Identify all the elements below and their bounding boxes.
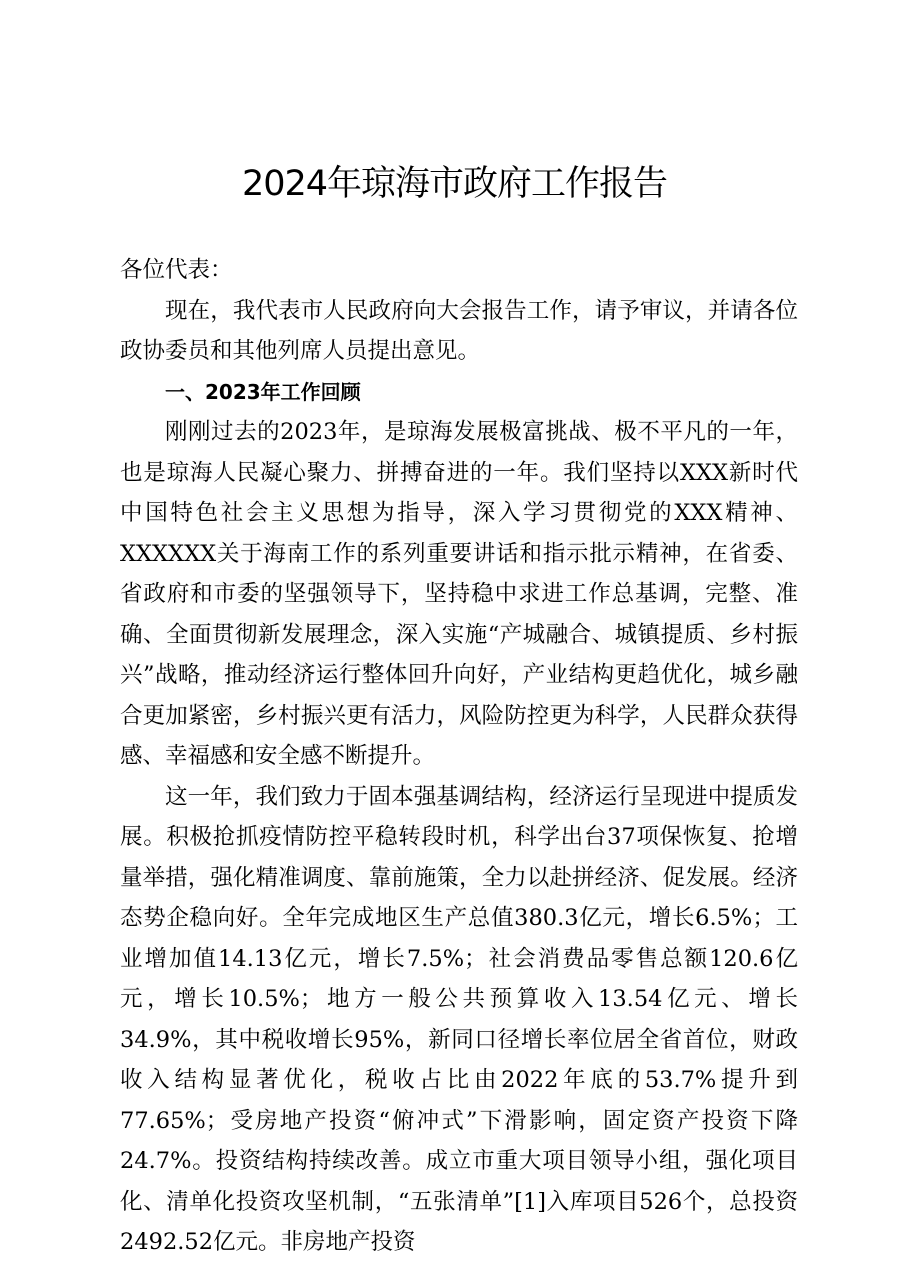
salutation: 各位代表：	[120, 257, 233, 283]
document-body	[120, 250, 798, 1263]
section-heading: 一、2023年工作回顾	[165, 379, 361, 404]
paragraph-economy: 这一年，我们致力于固本强基调结构，经济运行呈现进中提质发展。积极抢抓疫情防控平稳转段时机，科学出台37项保恢复、抢增量举措，强化精准调度、靠前施策，全力以赴拼经济、促发展。经济态势企稳向好。全年完成地区生产总值380.3亿元，增长6.5%；工业增加值14.13亿元，增长7.5%；社会消费品零售总额120.6亿元，增长10.5%；地方一般公共预算收入13.54亿元、增长34.9%，其中税收增长95%，新同口径增长率位居全省首位，财政收入结构显著优化，税收占比由2022年底的53.7%提升到77.65%；受房地产投资“俯冲式”下滑影响，固定资产投资下降24.7%。投资结构持续改善。成立市重大项目领导小组，强化项目化、清单化投资攻坚机制，“五张清单”[1]入库项目526个，总投资2492.52亿元。非房地产投资	[120, 783, 798, 1255]
document-title: 2024年琼海市政府工作报告	[241, 164, 668, 204]
paragraph-review: 刚刚过去的2023年，是琼海发展极富挑战、极不平凡的一年，也是琼海人民凝心聚力、拼搏奋进的一年。我们坚持以XXX新时代中国特色社会主义思想为指导，深入学习贯彻党的XXX精神、XXXXXX关于海南工作的系列重要讲话和指示批示精神，在省委、省政府和市委的坚强领导下，坚持稳中求进工作总基调，完整、准确、全面贯彻新发展理念，深入实施“产城融合、城镇提质、乡村振兴”战略，推动经济运行整体回升向好，产业结构更趋优化，城乡融合更加紧密，乡村振兴更有活力，风险防控更为科学，人民群众获得感、幸福感和安全感不断提升。	[120, 419, 798, 769]
intro-paragraph: 现在，我代表市人民政府向大会报告工作，请予审议，并请各位政协委员和其他列席人员提出意见。	[120, 297, 798, 364]
